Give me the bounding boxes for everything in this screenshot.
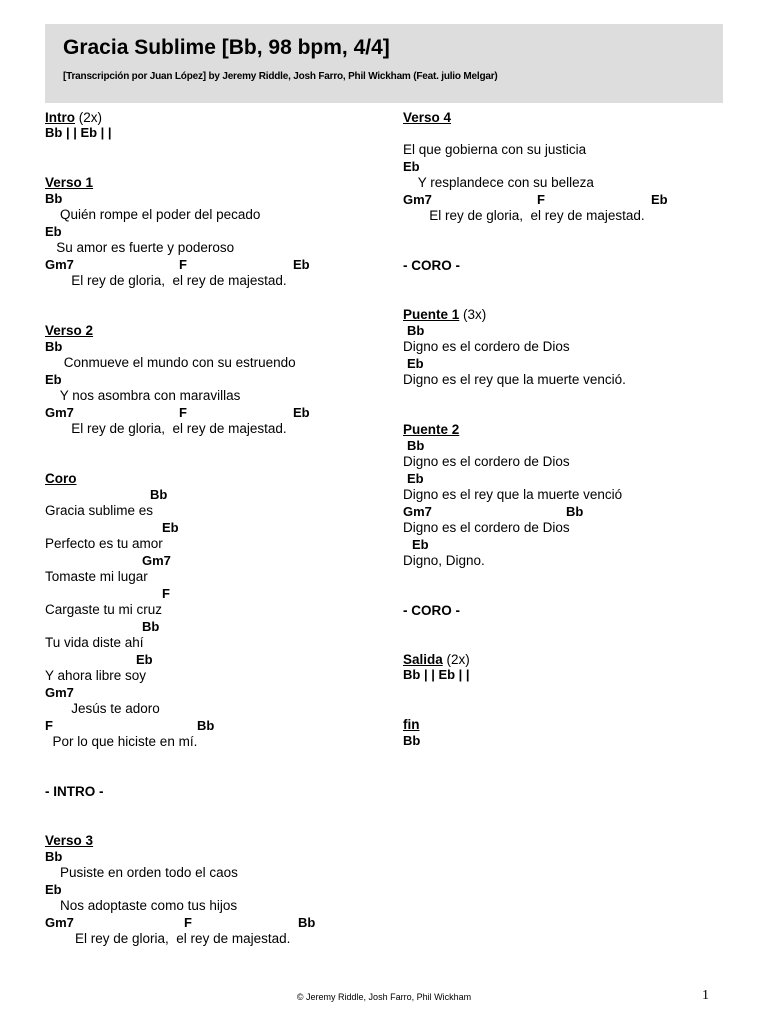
section-label: Verso 3 bbox=[45, 833, 94, 848]
left-column bbox=[45, 109, 385, 948]
lyric-line: Y nos asombra con maravillas bbox=[45, 388, 241, 403]
chord-line bbox=[45, 915, 385, 931]
chord: F bbox=[162, 586, 170, 601]
chord: Bb bbox=[45, 191, 63, 206]
lyric-line: El rey de gloria, el rey de majestad. bbox=[45, 931, 291, 946]
section-verso-3 bbox=[45, 832, 385, 948]
lyric-line: Digno es el cordero de Dios bbox=[403, 454, 570, 469]
lyric-line: Su amor es fuerte y poderoso bbox=[45, 240, 235, 255]
chord: F bbox=[184, 915, 192, 930]
chord-line bbox=[403, 438, 743, 454]
lyric-line: El que gobierna con su justicia bbox=[403, 142, 587, 157]
lyric-line: Y ahora libre soy bbox=[45, 668, 147, 683]
repeat-note: (2x) bbox=[78, 110, 103, 125]
lyric-line: Tu vida diste ahí bbox=[45, 635, 144, 650]
lyric-line: Cargaste tu mi cruz bbox=[45, 602, 163, 617]
chord: Eb bbox=[45, 882, 62, 897]
chord: Gm7 bbox=[403, 192, 432, 207]
section-intro bbox=[45, 109, 385, 142]
chord: Eb bbox=[293, 257, 310, 272]
chord: Gm7 bbox=[45, 257, 74, 272]
chord-line bbox=[45, 339, 385, 355]
section-coro bbox=[45, 470, 385, 751]
chord-line bbox=[45, 718, 385, 734]
section-verso-1 bbox=[45, 174, 385, 290]
chord-line bbox=[45, 882, 385, 898]
chord: Eb bbox=[136, 652, 153, 667]
section-label: Salida bbox=[403, 652, 443, 667]
chord-line bbox=[45, 520, 385, 536]
lyric-line: El rey de gloria, el rey de majestad. bbox=[403, 208, 645, 223]
chord: Bb bbox=[45, 849, 63, 864]
chord: Bb bbox=[142, 619, 160, 634]
chord: Bb bbox=[407, 438, 425, 453]
section-puente-2 bbox=[403, 421, 743, 570]
page-number: 1 bbox=[702, 988, 709, 1003]
lyric-line: El rey de gloria, el rey de majestad. bbox=[45, 273, 287, 288]
chord: Eb bbox=[412, 537, 429, 552]
lyric-line: Digno es el rey que la muerte venció. bbox=[403, 372, 626, 387]
repeat-note: (3x) bbox=[463, 307, 487, 322]
repeat-note: (2x) bbox=[446, 652, 470, 667]
section-fin bbox=[403, 716, 743, 749]
chord: Bb bbox=[45, 339, 63, 354]
chord-line bbox=[45, 405, 385, 421]
chord: Eb bbox=[407, 471, 424, 486]
chord-line bbox=[403, 471, 743, 487]
lyric-line: Conmueve el mundo con su estruendo bbox=[45, 355, 296, 370]
lyric-line: Jesús te adoro bbox=[45, 701, 160, 716]
chord-line bbox=[403, 192, 743, 208]
chord-line bbox=[45, 685, 385, 701]
chord: Eb bbox=[45, 224, 62, 239]
chord-line bbox=[403, 356, 743, 372]
right-column bbox=[403, 109, 743, 749]
section-salida bbox=[403, 651, 743, 684]
chord-line bbox=[45, 257, 385, 273]
lyric-line: Quién rompe el poder del pecado bbox=[45, 207, 261, 222]
lyric-line: Perfecto es tu amor bbox=[45, 536, 163, 551]
section-label: Verso 1 bbox=[45, 175, 94, 190]
chord: F bbox=[45, 718, 53, 733]
chord: Bb bbox=[566, 504, 584, 519]
chord-line bbox=[45, 619, 385, 635]
lyric-line: Digno, Digno. bbox=[403, 553, 485, 568]
chord-line bbox=[403, 733, 743, 749]
chord-line bbox=[45, 191, 385, 207]
chord: Eb bbox=[651, 192, 668, 207]
chord-line bbox=[403, 159, 743, 175]
copyright-footer: © Jeremy Riddle, Josh Farro, Phil Wickham bbox=[296, 992, 472, 1002]
chord: Gm7 bbox=[45, 915, 74, 930]
chord-line bbox=[45, 652, 385, 668]
section-label: Verso 4 bbox=[403, 110, 452, 125]
lyric-line: Digno es el cordero de Dios bbox=[403, 339, 570, 354]
section-label: fin bbox=[403, 717, 420, 732]
chord: Eb bbox=[407, 356, 424, 371]
chord-line bbox=[45, 487, 385, 503]
cue-coro: - CORO - bbox=[403, 603, 460, 618]
chord: F bbox=[537, 192, 545, 207]
lyric-line: Y resplandece con su belleza bbox=[403, 175, 594, 190]
cue-coro: - CORO - bbox=[403, 258, 460, 273]
section-label: Verso 2 bbox=[45, 323, 94, 338]
chord-line bbox=[403, 323, 743, 339]
chord: Gm7 bbox=[403, 504, 432, 519]
chord: Eb bbox=[162, 520, 179, 535]
lyric-line: Gracia sublime es bbox=[45, 503, 154, 518]
section-puente-1 bbox=[403, 306, 743, 389]
chord: Eb bbox=[403, 159, 420, 174]
section-label: Puente 2 bbox=[403, 422, 460, 437]
chord: Bb bbox=[197, 718, 215, 733]
lyric-line: Digno es el cordero de Dios bbox=[403, 520, 570, 535]
chord-line bbox=[45, 372, 385, 388]
lyric-line: Tomaste mi lugar bbox=[45, 569, 148, 584]
chord: Gm7 bbox=[45, 685, 74, 700]
chord: F bbox=[179, 405, 187, 420]
chord: Eb bbox=[45, 372, 62, 387]
chord-progression: Bb | | Eb | | bbox=[403, 667, 470, 682]
chord: Bb bbox=[403, 733, 421, 748]
chord: Bb bbox=[298, 915, 316, 930]
chord-line bbox=[403, 537, 743, 553]
cue-intro: - INTRO - bbox=[45, 784, 104, 799]
lyric-line: Nos adoptaste como tus hijos bbox=[45, 898, 238, 913]
song-credits: [Transcripción por Juan López] by Jeremy Riddle, Josh Farro, Phil Wickham (Feat. julio Melgar) bbox=[63, 71, 498, 82]
section-verso-4 bbox=[403, 109, 743, 225]
chord-progression: Bb | | Eb | | bbox=[45, 125, 112, 140]
lyric-line: Pusiste en orden todo el caos bbox=[45, 865, 238, 880]
song-title: Gracia Sublime [Bb, 98 bpm, 4/4] bbox=[63, 36, 390, 59]
section-label: Coro bbox=[45, 471, 77, 486]
chord: Bb bbox=[407, 323, 425, 338]
lyric-line: Por lo que hiciste en mí. bbox=[45, 734, 198, 749]
chord: F bbox=[179, 257, 187, 272]
header-banner bbox=[45, 24, 723, 103]
section-label: Puente 1 bbox=[403, 307, 460, 322]
chord-line bbox=[45, 553, 385, 569]
section-verso-2 bbox=[45, 322, 385, 438]
chord: Gm7 bbox=[45, 405, 74, 420]
lyric-line: El rey de gloria, el rey de majestad. bbox=[45, 421, 287, 436]
chord-line bbox=[403, 504, 743, 520]
chord-line bbox=[45, 224, 385, 240]
section-label: Intro bbox=[45, 110, 75, 125]
chord: Gm7 bbox=[142, 553, 171, 568]
chord: Bb bbox=[150, 487, 168, 502]
chord-line bbox=[45, 849, 385, 865]
chord-line bbox=[45, 586, 385, 602]
lyric-line: Digno es el rey que la muerte venció bbox=[403, 487, 623, 502]
chord: Eb bbox=[293, 405, 310, 420]
